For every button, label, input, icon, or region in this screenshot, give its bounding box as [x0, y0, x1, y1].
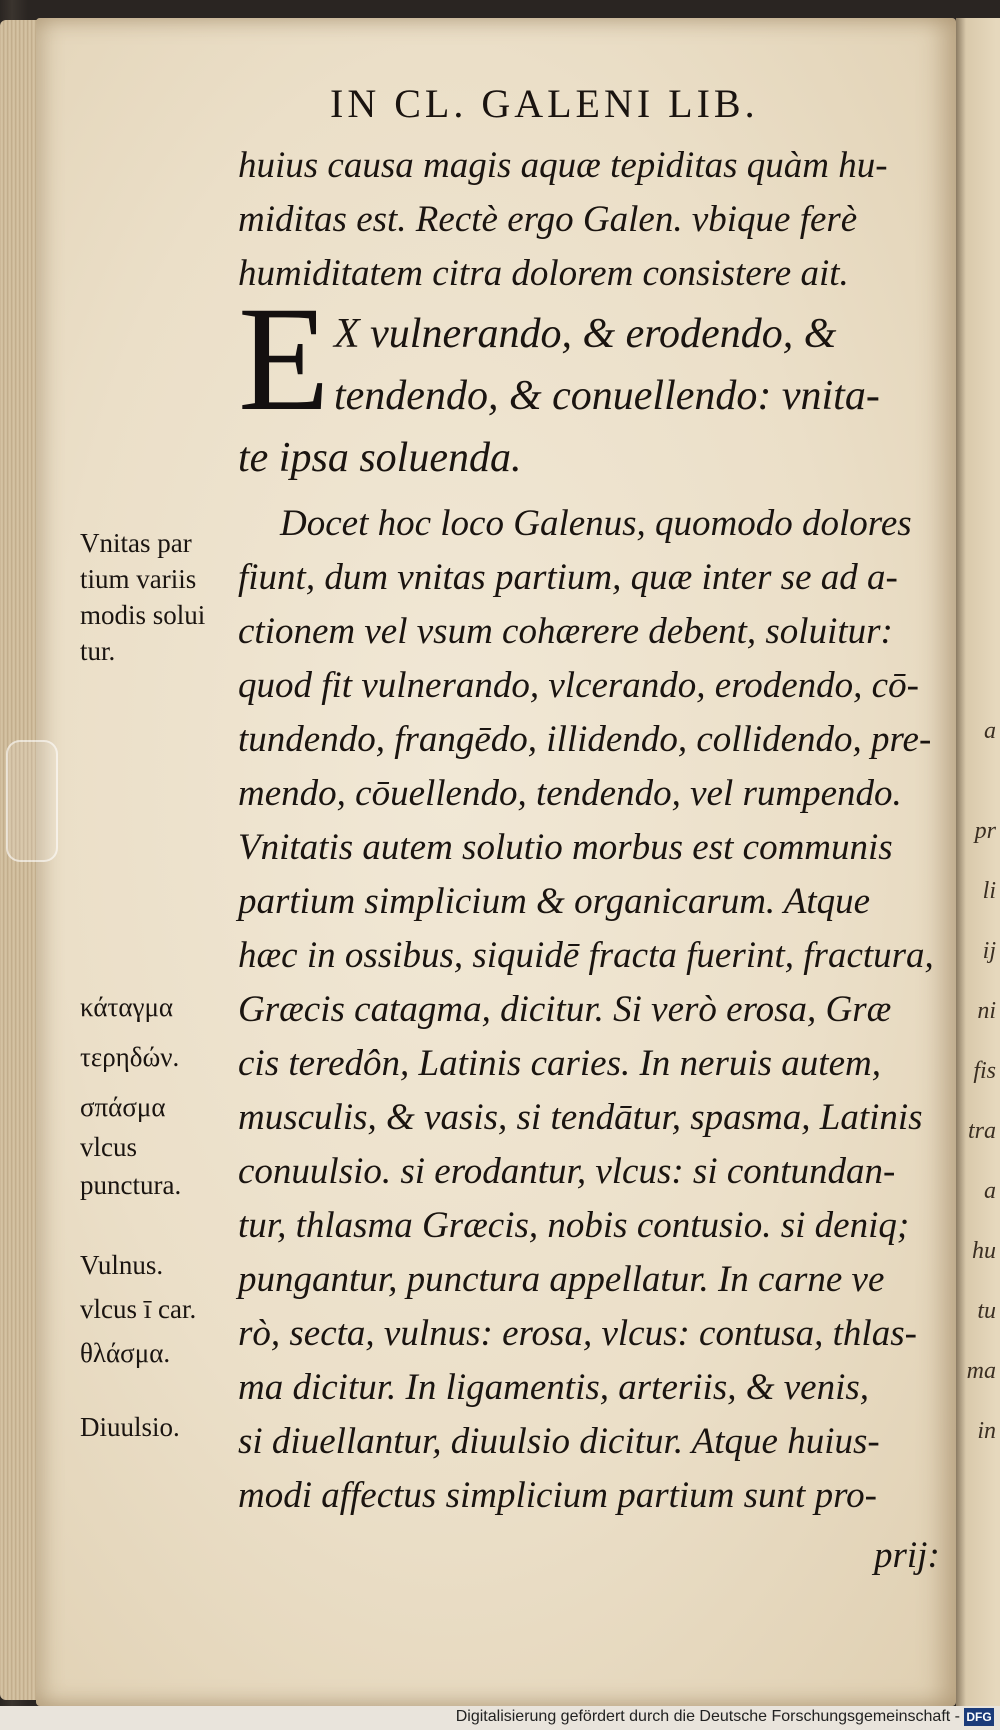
- text-line: miditas est. Rectè ergo Galen. vbique ferè: [238, 199, 858, 240]
- commentary-line: quod fit vulnerando, vlcerando, erodendo, cō-: [238, 665, 919, 706]
- commentary-line: modi affectus simplicium partium sunt pro-: [238, 1475, 877, 1516]
- marginal-line: modis solui: [80, 600, 206, 630]
- marginal-line: punctura.: [80, 1170, 182, 1200]
- facing-page-fragment: a: [984, 1178, 996, 1204]
- lemma-line: X vulnerando, & erodendo, &: [334, 311, 837, 357]
- marginal-line: σπάσμα: [80, 1092, 166, 1122]
- commentary-line: hæc in ossibus, siquidē fracta fuerint, fractura,: [238, 935, 934, 976]
- commentary-line: mendo, cōuellendo, tendendo, vel rumpendo.: [238, 773, 902, 814]
- commentary-line: musculis, & vasis, si tendātur, spasma, Latinis: [238, 1097, 923, 1138]
- marginal-line: κάταγμα: [80, 992, 174, 1022]
- page-clip: [6, 740, 58, 862]
- catchword: prij:: [874, 1535, 940, 1576]
- digitization-credit: Digitalisierung gefördert durch die Deutsche Forschungsgemeinschaft -: [455, 1708, 960, 1725]
- marginal-line: Vnitas par: [80, 528, 192, 558]
- facing-page-fragment: pr: [974, 818, 996, 844]
- text-line: humiditatem citra dolorem consistere ait.: [238, 253, 849, 294]
- marginal-line: tur.: [80, 636, 116, 666]
- facing-page-fragment: ni: [977, 998, 996, 1024]
- commentary-line: pungantur, punctura appellatur. In carne ve: [238, 1259, 885, 1300]
- marginal-line: vlcus: [80, 1132, 137, 1162]
- facing-page-edge: [956, 18, 1000, 1706]
- marginal-line: Vulnus.: [80, 1250, 164, 1280]
- drop-cap: E: [238, 276, 330, 442]
- dfg-logo: DFG: [964, 1708, 994, 1726]
- commentary-line: conuulsio. si erodantur, vlcus: si contundan-: [238, 1151, 896, 1192]
- facing-page-fragment: hu: [972, 1238, 996, 1264]
- facing-page-fragment: ij: [982, 938, 996, 964]
- lemma-line: tendendo, & conuellendo: vnita-: [334, 373, 880, 419]
- commentary-line: Docet hoc loco Galenus, quomodo dolores: [280, 503, 912, 544]
- facing-page-fragment: a: [984, 718, 996, 744]
- facing-page-fragment: tra: [967, 1118, 996, 1144]
- commentary-line: tundendo, frangēdo, illidendo, collidendo, pre-: [238, 719, 932, 760]
- commentary-line: fiunt, dum vnitas partium, quæ inter se ad a-: [238, 557, 898, 598]
- marginal-line: τερηδών.: [80, 1042, 180, 1072]
- commentary-line: ma dicitur. In ligamentis, arteriis, & venis,: [238, 1367, 870, 1408]
- marginal-line: tium variis: [80, 564, 197, 594]
- commentary-line: si diuellantur, diuulsio dicitur. Atque huius-: [238, 1421, 880, 1462]
- running-head: IN CL. GALENI LIB.: [330, 81, 759, 126]
- commentary-line: partium simplicium & organicarum. Atque: [238, 881, 871, 922]
- marginal-line: θλάσμα.: [80, 1338, 171, 1368]
- facing-page-fragment: li: [982, 878, 996, 904]
- marginal-line: vlcus ī car.: [80, 1294, 197, 1324]
- facing-page-fragment: in: [977, 1418, 996, 1444]
- commentary-line: cis teredôn, Latinis caries. In neruis autem,: [238, 1043, 881, 1084]
- commentary-line: ctionem vel vsum cohærere debent, soluitur:: [238, 611, 893, 652]
- marginal-line: Diuulsio.: [80, 1412, 180, 1442]
- commentary-line: rò, secta, vulnus: erosa, vlcus: contusa, thlas-: [238, 1313, 917, 1354]
- facing-page-fragment: fis: [973, 1058, 996, 1084]
- text-line: huius causa magis aquæ tepiditas quàm hu-: [238, 145, 888, 186]
- facing-page-fragment: ma: [966, 1358, 996, 1384]
- lemma-line: te ipsa soluenda.: [238, 435, 522, 481]
- commentary-line: tur, thlasma Græcis, nobis contusio. si deniq;: [238, 1205, 910, 1246]
- facing-page-fragment: tu: [977, 1298, 996, 1324]
- commentary-line: Græcis catagma, dicitur. Si verò erosa, Græ: [238, 989, 892, 1030]
- commentary-line: Vnitatis autem solutio morbus est communis: [238, 827, 893, 868]
